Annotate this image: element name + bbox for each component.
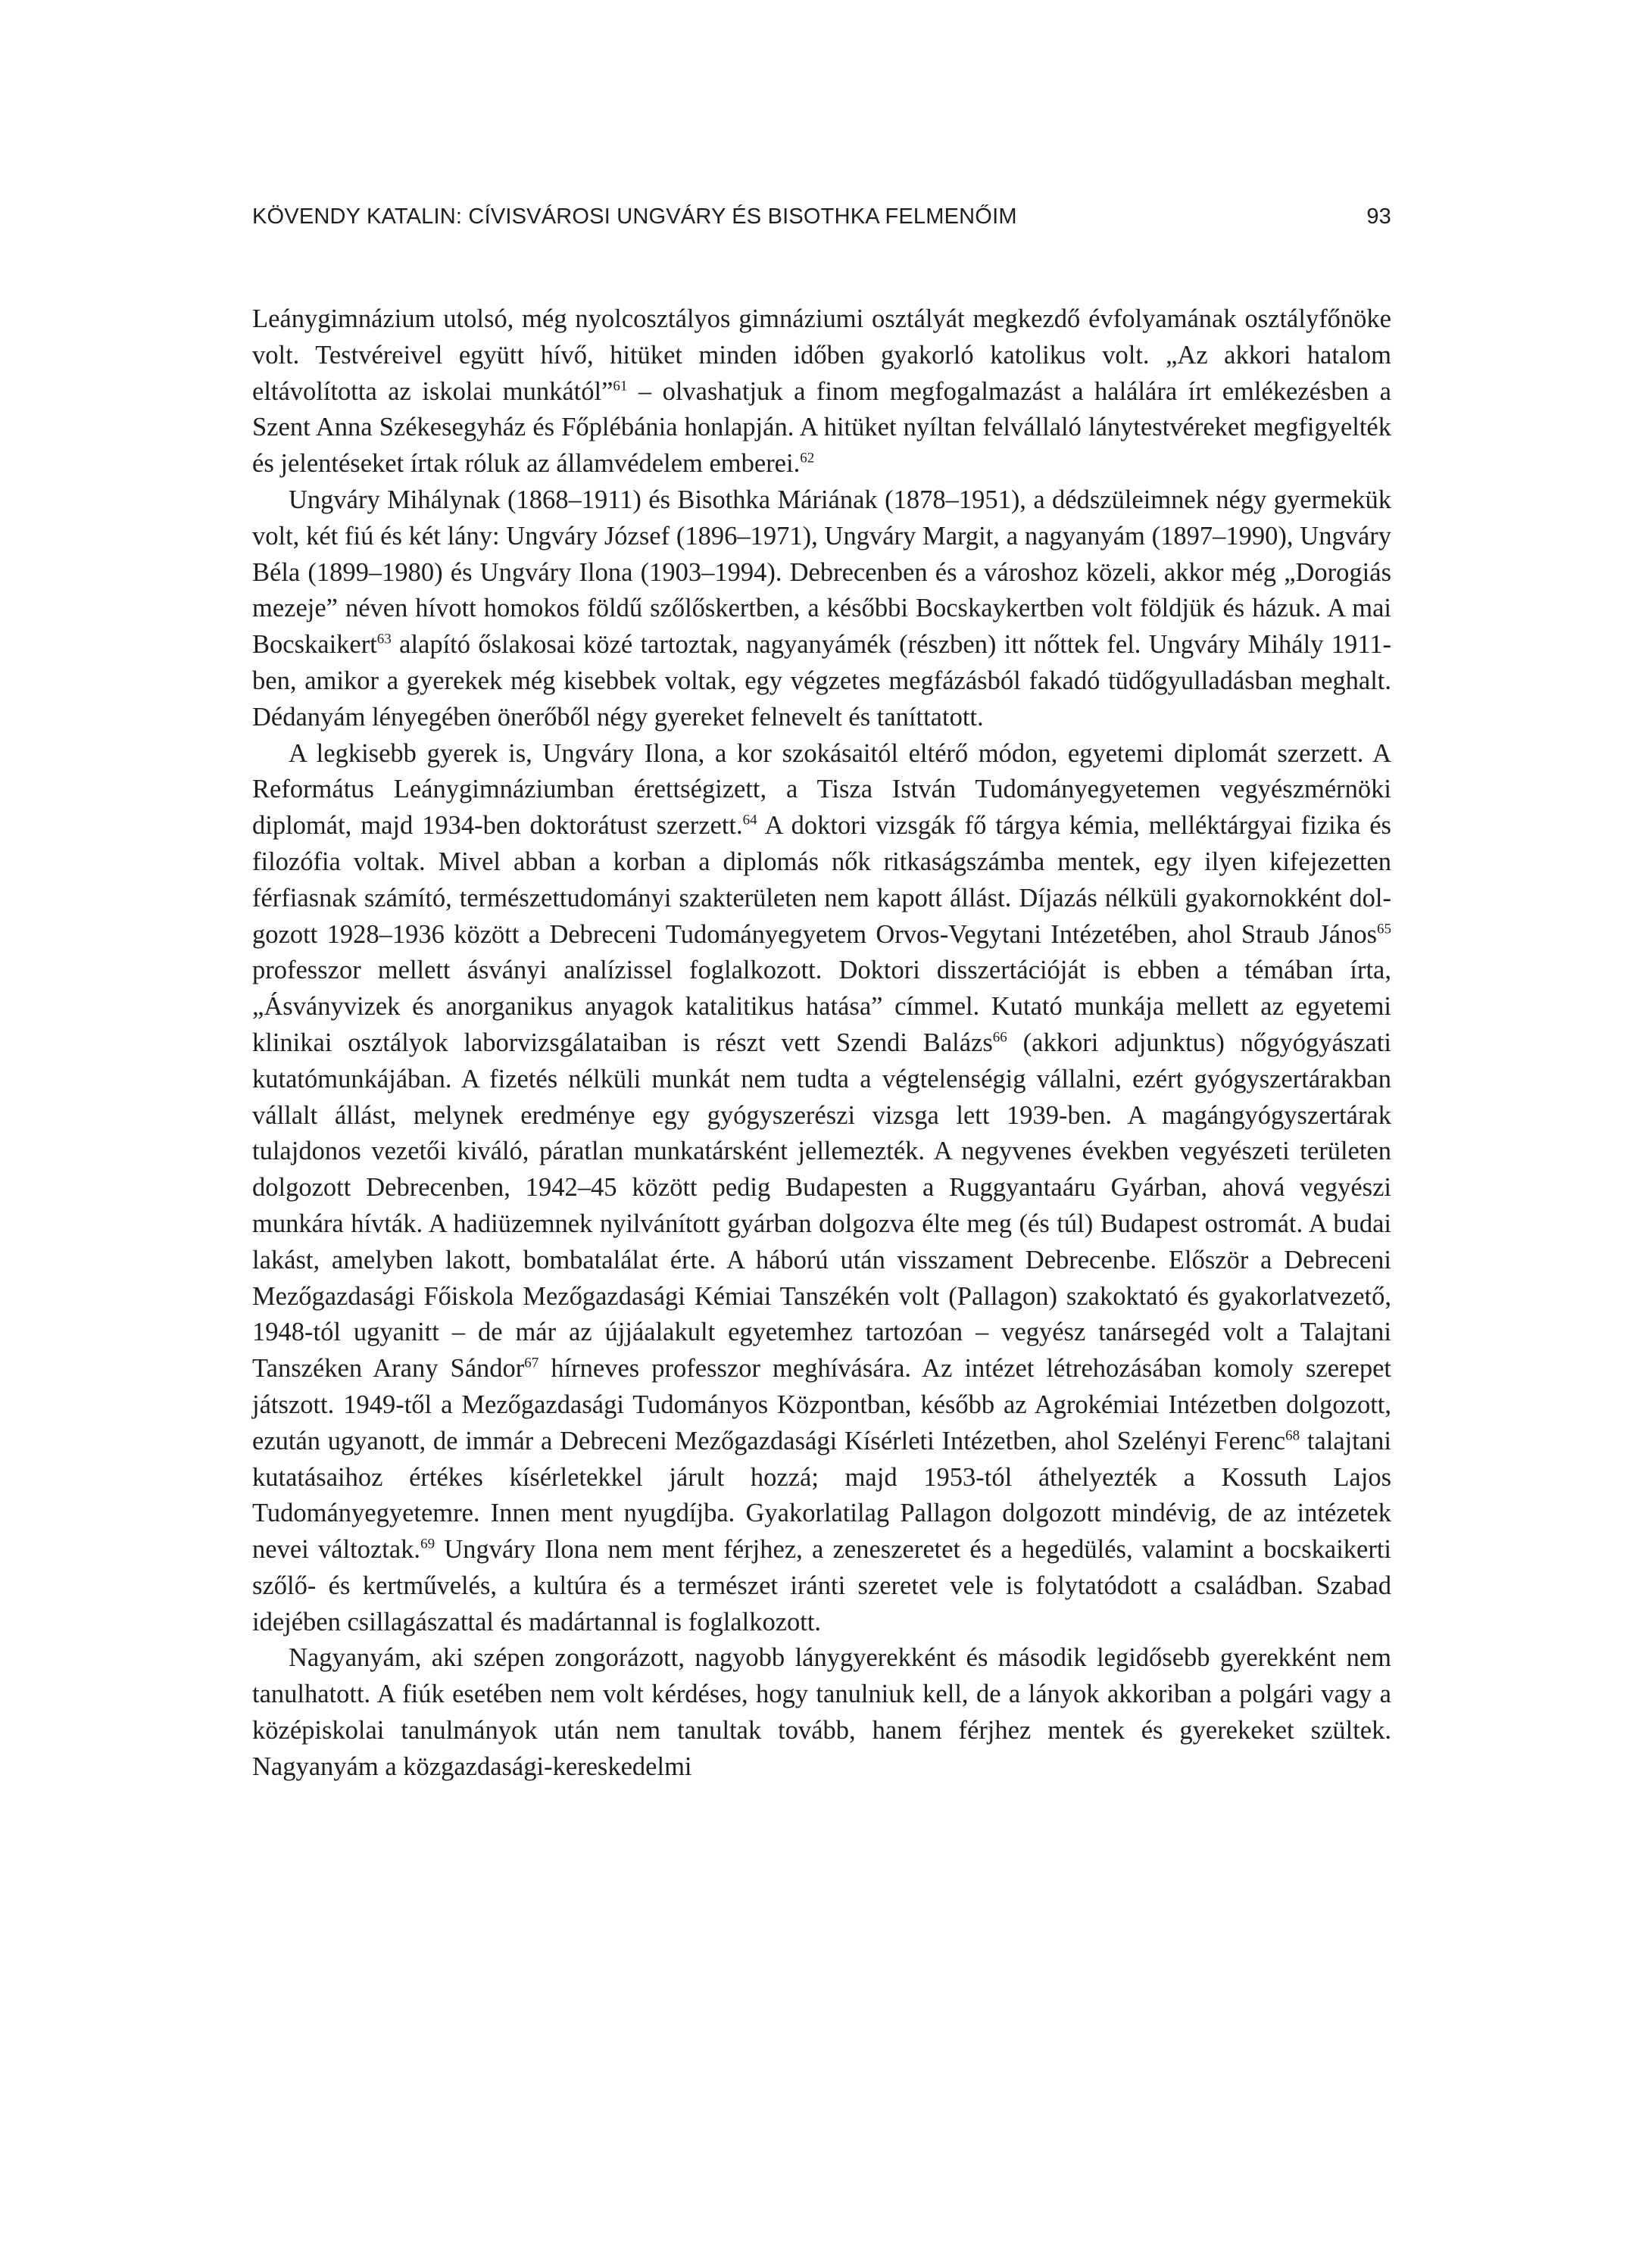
paragraph xyxy=(252,1640,1391,1785)
text-run: talajtani kutatásaihoz értékes kísérletekkel járult hozzá; majd 1953-tól áthelyezték a Kossuth Lajos Tudományegyetemre. Innen ment nyugdíjba. Gyakorlatilag Pallagon dolgozott mindévig, de az intézetek nevei változtak. xyxy=(252,1426,1391,1565)
footnote-ref: 62 xyxy=(800,450,815,466)
text-run: – olvashatjuk a finom megfogalmazást a halálára írt emlékezésben a Szent Anna Székesegyház és Főplébánia honlapján. A hitüket nyíltan felvállaló lánytestvéreket megfigyelték és jelentéseket írtak róluk az államvédelem emberei. xyxy=(252,376,1391,479)
paragraph xyxy=(252,301,1391,482)
paragraph xyxy=(252,482,1391,736)
footnote-ref: 66 xyxy=(992,1029,1007,1046)
footnote-ref: 65 xyxy=(1377,921,1391,937)
text-run: alapító őslakosai közé tartoztak, nagyanyámék (részben) itt nőttek fel. Ungváry Mihály 1911-ben, amikor a gyerekek még kisebbek voltak, egy végzetes megfázásból fakadó tüdőgyulladásban meghalt. Dédanyám lényegében önerőből négy gyereket felnevelt és taníttatott. xyxy=(252,630,1391,732)
text-run: Nagyanyám, aki szépen zongorázott, nagyobb lánygyerekként és második legidősebb gyerekként nem tanulhatott. A fiúk esetében nem volt kérdéses, hogy tanulniuk kell, de a lányok akkoriban a polgári vagy a középiskolai tanulmányok után nem tanultak tovább, hanem férjhez mentek és gyerekeket szültek. Nagyanyám a közgazdasági-kereskedelmi xyxy=(252,1643,1391,1781)
footnote-ref: 68 xyxy=(1285,1427,1300,1444)
footnote-ref: 69 xyxy=(420,1536,435,1552)
running-title: KÖVENDY KATALIN: CÍVISVÁROSI UNGVÁRY ÉS BISOTHKA FELMENŐIM xyxy=(252,204,1017,229)
paragraph xyxy=(252,736,1391,1641)
footnote-ref: 64 xyxy=(742,812,757,828)
footnote-ref: 63 xyxy=(376,631,392,647)
body-text xyxy=(252,301,1391,1786)
footnote-ref: 67 xyxy=(524,1355,539,1371)
text-run: (akkori adjunktus) nőgyógyászati kutatómunkájában. A fizetés nélküli munkát nem tudta a végtelenségig vállalni, ezért gyógyszertárakban vállalt állást, melynek eredménye egy gyógyszerészi vizsga lett 1939-ben. A magángyógyszertárak tulajdonos vezetői kiváló, páratlan munkatársként jellemezték. A negyvenes években vegyészeti területen dolgozott Debrecenben, 1942–45 között pedig Budapesten a Ruggyantaáru Gyárban, ahová vegyészi munkára hívták. A hadiüzemnek nyilvánított gyárban dolgozva élte meg (és túl) Budapest ostromát. A budai lakást, amelyben lakott, bombatalálat érte. A háború után visszament Debrecenbe. Először a Debreceni Mezőgazdasági Főiskola Mezőgazdasági Kémiai Tanszékén volt (Pallagon) szakoktató és gyakorlatvezető, 1948-tól ugyanitt – de már az újjáalakult egyetemhez tartozóan – vegyész tanársegéd volt a Talajtani Tanszéken Arany Sándor xyxy=(252,1028,1391,1384)
text-run: Ungváry Ilona nem ment férjhez, a zeneszeretet és a hegedülés, valamint a bocskaikerti szőlő- és kertművelés, a kultúra és a természet iránti szeretet vele is folytatódott a családban. Szabad idejében csillagászattal és madártannal is foglalkozott. xyxy=(252,1535,1392,1636)
text-run: Ungváry Mihálynak (1868–1911) és Bisothka Máriának (1878–1951), a dédszüleimnek négy gyermekük volt, két fiú és két lány: Ungváry József (1896–1971), Ungváry Margit, a nagyanyám (1897–1990), Ungváry Béla (1899–1980) és Ungváry Ilona (1903–1994). Debrecenben és a városhoz közeli, akkor még „Dorogiás mezeje” néven hívott homokos földű szőlőskertben, a későbbi Bocskaykertben volt földjük és házuk. A mai Bocskaikert xyxy=(252,485,1391,660)
text-run: Leánygimnázium utolsó, még nyolcosztályos gimnáziumi osztályát megkezdő évfolyamának osztályfőnöke volt. Testvéreivel együtt hívő, hitüket minden időben gyakorló katolikus volt. „Az akkori hatalom eltávolította az iskolai munkától” xyxy=(252,304,1391,406)
text-run: hírneves professzor meghívására. Az intézet létrehozásában komoly szerepet játszott. 1949-től a Mezőgazdasági Tudományos Központban, később az Agrokémiai Intézetben dolgozott, ezután ugyanott, de immár a Debreceni Mezőgazdasági Kísérleti Intézetben, ahol Szelényi Ferenc xyxy=(252,1354,1391,1455)
text-run: A doktori vizsgák fő tárgya kémia, melléktárgyai fizika és filozófia voltak. Mivel abban a korban a diplomás nők ritkaságszámba mentek, egy ilyen kifejezetten férfiasnak számító, természettudományi szakterületen nem kapott állást. Díjazás nélküli gyakornokként dolgozott 1928–1936 között a Debreceni Tudományegyetem Orvos-Vegytani Intézetében, ahol Straub János xyxy=(252,811,1391,949)
page-number: 93 xyxy=(1366,204,1391,229)
footnote-ref: 61 xyxy=(613,378,628,395)
page-header xyxy=(252,204,1391,235)
text-run: professzor mellett ásványi analízissel foglalkozott. Doktori disszertációját is ebben a témában írta, „Ásványvizek és anorganikus anyagok katalitikus hatása” címmel. Kutató munkája mellett az egyetemi klinikai osztályok laborvizsgálataiban is részt vett Szendi Balázs xyxy=(252,956,1391,1057)
text-run: A legkisebb gyerek is, Ungváry Ilona, a kor szokásaitól eltérő módon, egyetemi diplomát szerzett. A Református Leánygimnáziumban érettségizett, a Tisza István Tudományegyetemen vegyészmérnöki diplomát, majd 1934-ben doktorátust szerzett. xyxy=(252,738,1391,841)
